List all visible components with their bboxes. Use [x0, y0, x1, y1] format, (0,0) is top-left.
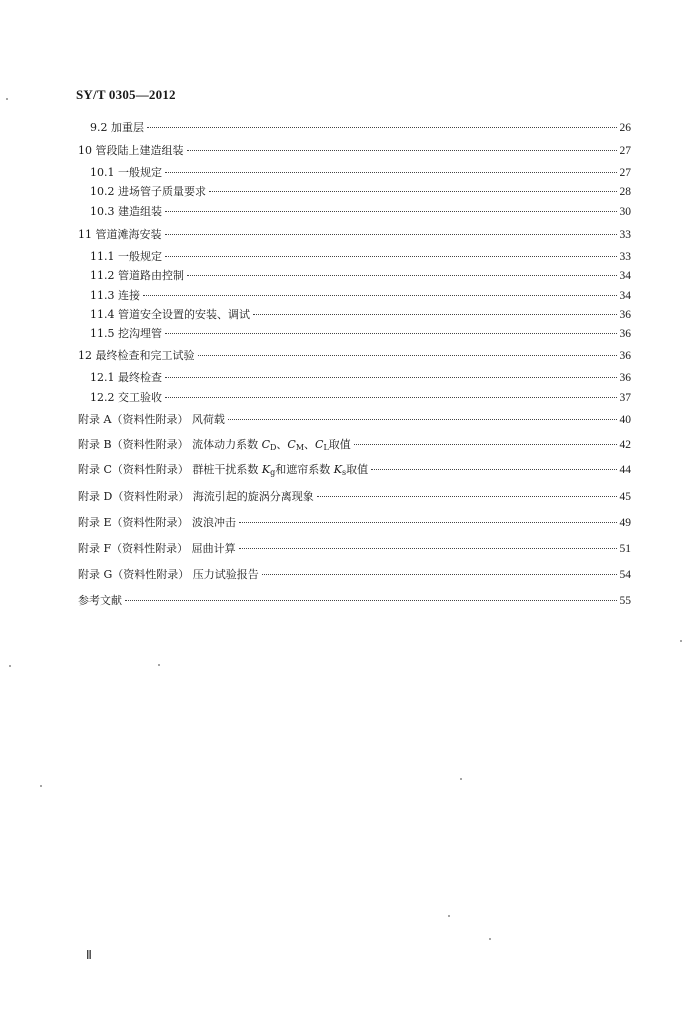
toc-entry-page: 44 [619, 464, 631, 476]
symbol-c: C [261, 438, 270, 451]
separator: 、 [304, 438, 316, 451]
toc-leader-dots [198, 355, 617, 356]
toc-entry [90, 121, 631, 135]
toc-entry-label: 附录 A（资料性附录） 风荷载 [78, 413, 225, 426]
toc-entry [90, 308, 631, 322]
subscript-g: g [270, 468, 276, 477]
toc-leader-dots [165, 172, 617, 173]
symbol-c: C [315, 438, 324, 451]
toc-entry-page: 36 [619, 309, 631, 321]
subscript-m: M [295, 443, 305, 452]
scan-speck [6, 98, 8, 100]
subscript-s: s [341, 468, 347, 477]
toc-entry [90, 289, 631, 303]
toc-entry-label: 参考文献 [78, 594, 122, 607]
toc-entry [90, 166, 631, 180]
symbol-c: C [287, 438, 296, 451]
toc-leader-dots [262, 574, 617, 575]
toc-leader-dots [143, 295, 617, 296]
toc-entry-label [78, 463, 368, 480]
toc-entry [78, 463, 631, 480]
toc-leader-dots [165, 333, 617, 334]
toc-entry-label: 10.1 一般规定 [90, 166, 162, 179]
toc-leader-dots [165, 234, 617, 235]
toc-entry-label: 9.2 加重层 [90, 121, 144, 134]
toc-entry [78, 594, 631, 608]
toc-entry [78, 228, 631, 242]
toc-entry-page: 36 [619, 350, 631, 362]
scan-speck [158, 664, 160, 666]
toc-entry-label: 11.1 一般规定 [90, 250, 162, 263]
toc-entry-page: 37 [619, 392, 631, 404]
toc-leader-dots [147, 127, 617, 128]
document-code-header: SY/T 0305—2012 [76, 87, 176, 102]
toc-entry-label: 11.2 管道路由控制 [90, 269, 184, 282]
toc-leader-dots [253, 314, 617, 315]
toc-entry [90, 269, 631, 283]
subscript-l: L [323, 443, 329, 452]
toc-entry-page: 36 [619, 328, 631, 340]
toc-entry-label: 10 管段陆上建造组装 [78, 144, 184, 157]
toc-entry-label: 12 最终检查和完工试验 [78, 349, 195, 362]
toc-entry [90, 185, 631, 199]
toc-entry-page: 27 [619, 167, 631, 179]
toc-entry [90, 391, 631, 405]
toc-leader-dots [239, 522, 616, 523]
scan-speck [40, 785, 42, 787]
toc-entry [78, 413, 631, 427]
scan-speck [448, 915, 450, 917]
toc-entry-page: 34 [619, 270, 631, 282]
toc-leader-dots [228, 419, 617, 420]
scan-speck [680, 640, 682, 642]
symbol-k: K [333, 463, 342, 476]
toc-entry-page: 34 [619, 290, 631, 302]
toc-entry-label: 附录 D（资料性附录） 海流引起的旋涡分离现象 [78, 490, 314, 503]
toc-entry-page: 55 [619, 595, 631, 607]
scan-speck [9, 665, 11, 667]
toc-entry-label: 10.3 建造组装 [90, 205, 162, 218]
page-number: Ⅱ [86, 948, 92, 962]
toc-entry-label-tail: 取值 [328, 438, 351, 451]
toc-entry-label [78, 438, 351, 455]
toc-entry-label: 11.4 管道安全设置的安装、调试 [90, 308, 250, 321]
toc-entry [90, 205, 631, 219]
toc-entry-page: 33 [619, 251, 631, 263]
toc-entry-label-text: 附录 C（资料性附录） 群桩干扰系数 [78, 463, 262, 476]
toc-entry-label-text: 附录 B（资料性附录） 流体动力系数 [78, 438, 262, 451]
toc-entry-page: 26 [619, 122, 631, 134]
separator: 、 [276, 438, 288, 451]
toc-entry [78, 438, 631, 455]
toc-entry [90, 327, 631, 341]
toc-entry-page: 45 [619, 491, 631, 503]
toc-entry-page: 40 [619, 414, 631, 426]
toc-entry-label: 10.2 进场管子质量要求 [90, 185, 206, 198]
toc-entry-page: 54 [619, 569, 631, 581]
toc-entry-label: 附录 G（资料性附录） 压力试验报告 [78, 568, 259, 581]
toc-entry-label: 附录 F（资料性附录） 屈曲计算 [78, 542, 236, 555]
subscript-d: D [270, 443, 277, 452]
toc-entry [90, 250, 631, 264]
toc-leader-dots [371, 469, 616, 470]
toc-leader-dots [165, 211, 617, 212]
toc-leader-dots [125, 600, 617, 601]
toc-entry [78, 568, 631, 582]
toc-leader-dots [165, 377, 617, 378]
toc-entry [78, 542, 631, 556]
toc-leader-dots [187, 275, 617, 276]
toc-entry-label: 12.1 最终检查 [90, 371, 162, 384]
toc-entry [78, 349, 631, 363]
toc-entry-page: 30 [619, 206, 631, 218]
toc-leader-dots [354, 444, 617, 445]
toc-entry-label: 11.3 连接 [90, 289, 140, 302]
toc-entry-label-tail: 取值 [346, 463, 369, 476]
toc-leader-dots [165, 256, 617, 257]
toc-entry-page: 49 [619, 517, 631, 529]
toc-leader-dots [187, 150, 617, 151]
toc-entry [78, 516, 631, 530]
toc-entry-page: 36 [619, 372, 631, 384]
toc-entry-label: 11.5 挖沟埋管 [90, 327, 162, 340]
toc-entry-page: 42 [619, 439, 631, 451]
toc-entry-label: 12.2 交工验收 [90, 391, 162, 404]
toc-leader-dots [209, 191, 617, 192]
toc-entry-label: 11 管道滩海安装 [78, 228, 162, 241]
toc-entry-page: 27 [619, 145, 631, 157]
scan-speck [460, 778, 462, 780]
toc-entry-page: 33 [619, 229, 631, 241]
toc-leader-dots [239, 548, 617, 549]
toc-entry-label-mid: 和遮帘系数 [275, 463, 334, 476]
symbol-k: K [261, 463, 271, 476]
toc-entry [78, 144, 631, 158]
toc-entry-label: 附录 E（资料性附录） 波浪冲击 [78, 516, 237, 529]
toc-entry-page: 28 [619, 186, 631, 198]
scan-speck [489, 938, 491, 940]
toc-entry [78, 490, 631, 504]
toc-entry [90, 371, 631, 385]
toc-leader-dots [165, 397, 617, 398]
toc-leader-dots [317, 496, 617, 497]
toc-entry-page: 51 [619, 543, 631, 555]
